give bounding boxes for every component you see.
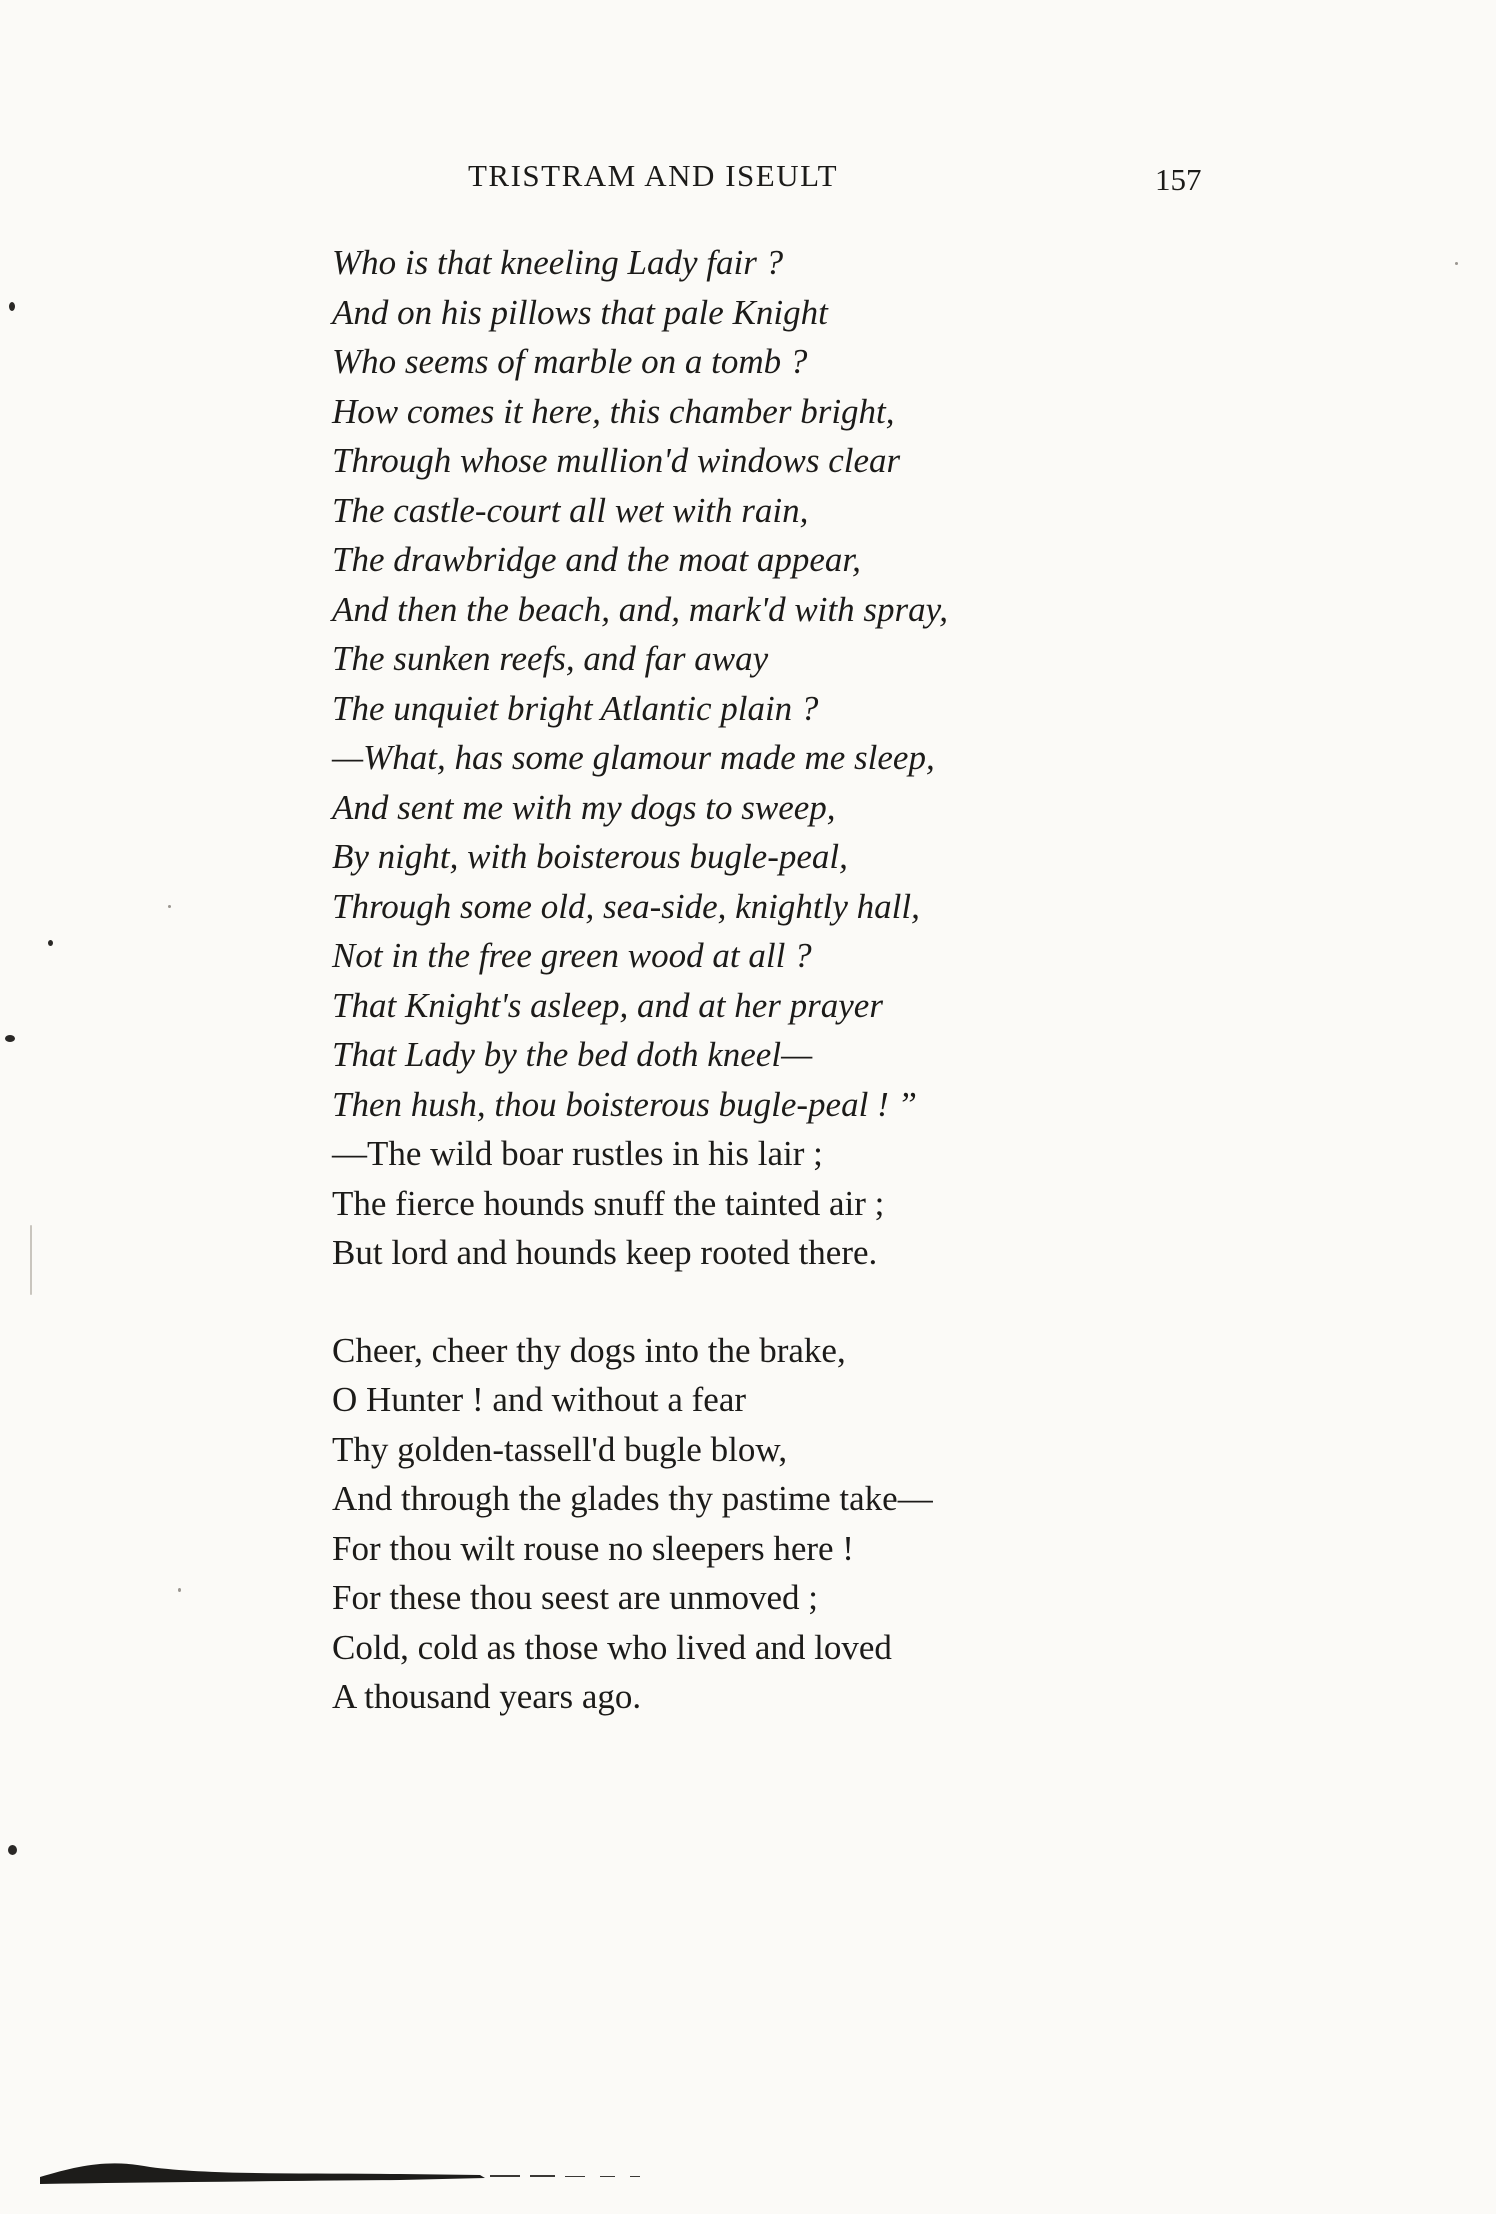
poem-line: The drawbridge and the moat appear, [332, 540, 861, 579]
page-number: 157 [1155, 162, 1202, 197]
poem-line: That Lady by the bed doth kneel— [332, 1035, 813, 1074]
poem-line: And then the beach, and, mark'd with spray, [332, 589, 949, 629]
scan-dust [30, 1225, 32, 1295]
stanza-gap [332, 1278, 1432, 1326]
poem-line: A thousand years ago. [332, 1677, 642, 1716]
poem-line: Through some old, sea-side, knightly hall, [332, 886, 920, 926]
poem-line: The fierce hounds snuff the tainted air ; [332, 1183, 885, 1223]
poem-line: For these thou seest are unmoved ; [332, 1578, 819, 1617]
poem-line: That Knight's asleep, and at her prayer [332, 985, 883, 1025]
poem-line: Through whose mullion'd windows clear [332, 441, 901, 480]
poem-line: Who seems of marble on a tomb ? [332, 342, 808, 381]
scan-dust [178, 1588, 181, 1592]
scan-dust [1455, 262, 1458, 265]
poem-line: The sunken reefs, and far away [332, 639, 769, 678]
poem-line: O Hunter ! and without a fear [332, 1380, 747, 1419]
poem-line: Then hush, thou boisterous bugle-peal ! ” [332, 1084, 917, 1124]
stanza [332, 238, 1432, 1278]
poem-line: And through the glades thy pastime take— [332, 1479, 933, 1518]
scan-dust [168, 905, 171, 908]
poem-line: The castle-court all wet with rain, [332, 490, 809, 530]
poem-body [332, 238, 1432, 1722]
scan-speck [9, 302, 15, 311]
poem-line: Not in the free green wood at all ? [332, 936, 812, 975]
poem-line: —The wild boar rustles in his lair ; [332, 1134, 823, 1173]
running-head [0, 158, 1496, 198]
poem-line: And on his pillows that pale Knight [332, 292, 828, 332]
poem-line: And sent me with my dogs to sweep, [332, 787, 836, 827]
poem-line: How comes it here, this chamber bright, [332, 391, 895, 431]
scan-speck [5, 1035, 15, 1042]
poem-line: By night, with boisterous bugle-peal, [332, 837, 848, 876]
stanza [332, 1326, 1432, 1722]
scan-speck [48, 940, 53, 946]
poem-line: For thou wilt rouse no sleepers here ! [332, 1528, 854, 1568]
poem-line: Thy golden-tassell'd bugle blow, [332, 1429, 788, 1469]
scan-speck [8, 1845, 17, 1855]
poem-line: —What, has some glamour made me sleep, [332, 738, 935, 777]
poem-line: Cold, cold as those who lived and loved [332, 1627, 892, 1667]
running-title: TRISTRAM AND ISEULT [468, 158, 839, 193]
poem-line: But lord and hounds keep rooted there. [332, 1233, 878, 1272]
poem-line: The unquiet bright Atlantic plain ? [332, 688, 819, 728]
poem-line: Cheer, cheer thy dogs into the brake, [332, 1330, 846, 1370]
scan-smudge [40, 2155, 760, 2185]
poem-line: Who is that kneeling Lady fair ? [332, 243, 784, 282]
